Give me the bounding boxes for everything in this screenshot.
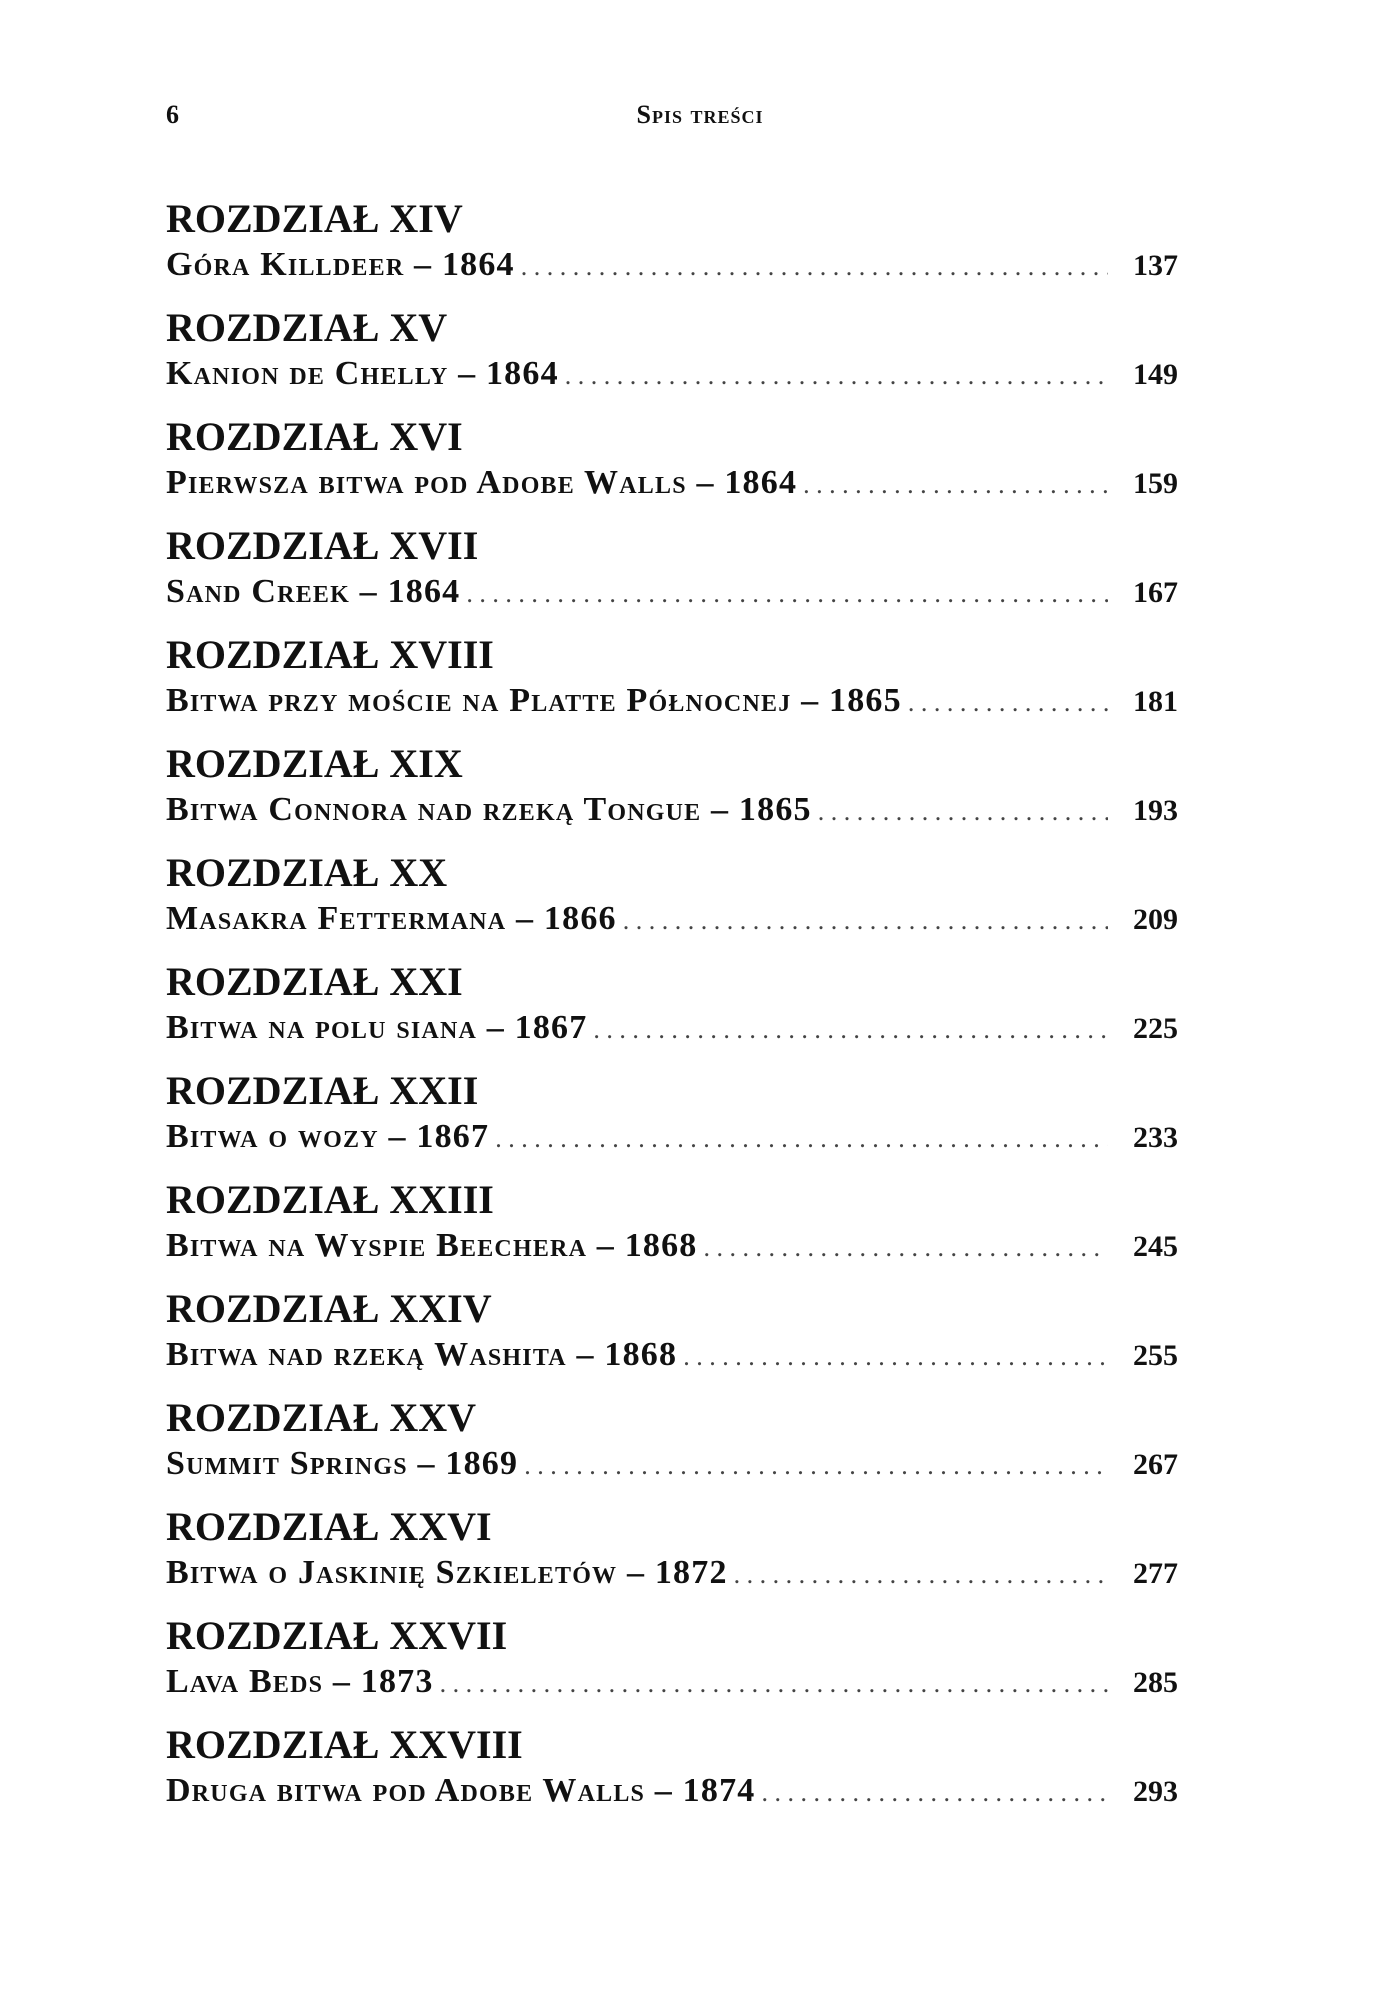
page-reference: 193 <box>1133 794 1178 827</box>
chapter-label: ROZDZIAŁ XXIV <box>166 1286 492 1331</box>
chapter-line <box>166 679 1178 723</box>
dot-leader <box>466 572 1108 616</box>
dot-leader <box>565 354 1108 398</box>
chapter-line <box>166 1442 1178 1486</box>
chapter-title: Bitwa nad rzeką Washita – 1868 <box>166 1336 678 1373</box>
page-reference: 293 <box>1133 1775 1178 1808</box>
chapter-label: ROZDZIAŁ XX <box>166 850 448 895</box>
toc-entry <box>166 304 1178 413</box>
chapter-label: ROZDZIAŁ XXII <box>166 1068 479 1113</box>
chapter-title: Góra Killdeer – 1864 <box>166 246 515 283</box>
chapter-label: ROZDZIAŁ XXVII <box>166 1613 508 1658</box>
chapter-title: Sand Creek – 1864 <box>166 573 461 610</box>
page-header <box>0 100 1400 140</box>
page-number: 6 <box>166 100 179 129</box>
chapter-label: ROZDZIAŁ XXIII <box>166 1177 494 1222</box>
chapter-line <box>166 1115 1178 1159</box>
dot-leader <box>683 1335 1108 1379</box>
chapter-line <box>166 1551 1178 1595</box>
running-head: Spis treści <box>636 100 764 129</box>
chapter-line <box>166 788 1178 832</box>
chapter-line <box>166 897 1178 941</box>
dot-leader <box>803 463 1108 507</box>
chapter-label: ROZDZIAŁ XVIII <box>166 632 494 677</box>
dot-leader <box>908 681 1108 725</box>
page-reference: 167 <box>1133 576 1178 609</box>
chapter-label: ROZDZIAŁ XIV <box>166 196 463 241</box>
toc-entry <box>166 1285 1178 1394</box>
page-reference: 159 <box>1133 467 1178 500</box>
page-reference: 233 <box>1133 1121 1178 1154</box>
chapter-title: Bitwa przy moście na Platte Północnej – 1865 <box>166 682 902 719</box>
toc-entry <box>166 1067 1178 1176</box>
chapter-title: Bitwa o wozy – 1867 <box>166 1118 490 1155</box>
chapter-label: ROZDZIAŁ XXI <box>166 959 463 1004</box>
chapter-title: Druga bitwa pod Adobe Walls – 1874 <box>166 1772 756 1809</box>
page-reference: 255 <box>1133 1339 1178 1372</box>
dot-leader <box>623 899 1108 943</box>
dot-leader <box>818 790 1108 834</box>
page-reference: 245 <box>1133 1230 1178 1263</box>
toc-entry <box>166 740 1178 849</box>
toc-entry <box>166 958 1178 1067</box>
table-of-contents <box>166 195 1178 1830</box>
chapter-title: Lava Beds – 1873 <box>166 1663 434 1700</box>
chapter-line <box>166 1769 1178 1813</box>
chapter-title: Pierwsza bitwa pod Adobe Walls – 1864 <box>166 464 798 501</box>
chapter-line <box>166 243 1178 287</box>
chapter-title: Summit Springs – 1869 <box>166 1445 519 1482</box>
page-reference: 285 <box>1133 1666 1178 1699</box>
chapter-label: ROZDZIAŁ XIX <box>166 741 463 786</box>
chapter-title: Bitwa Connora nad rzeką Tongue – 1865 <box>166 791 812 828</box>
page-reference: 267 <box>1133 1448 1178 1481</box>
toc-entry <box>166 1503 1178 1612</box>
page-reference: 149 <box>1133 358 1178 391</box>
toc-entry <box>166 1176 1178 1285</box>
chapter-line <box>166 1660 1178 1704</box>
chapter-title: Bitwa na Wyspie Beechera – 1868 <box>166 1227 698 1264</box>
dot-leader <box>704 1226 1109 1270</box>
chapter-title: Bitwa na polu siana – 1867 <box>166 1009 588 1046</box>
chapter-label: ROZDZIAŁ XVII <box>166 523 479 568</box>
toc-entry <box>166 522 1178 631</box>
dot-leader <box>734 1553 1108 1597</box>
page-reference: 209 <box>1133 903 1178 936</box>
page-reference: 277 <box>1133 1557 1178 1590</box>
dot-leader <box>440 1662 1108 1706</box>
chapter-title: Masakra Fettermana – 1866 <box>166 900 617 937</box>
chapter-line <box>166 1224 1178 1268</box>
chapter-line <box>166 1333 1178 1377</box>
dot-leader <box>524 1444 1108 1488</box>
chapter-line <box>166 570 1178 614</box>
dot-leader <box>761 1771 1108 1815</box>
chapter-label: ROZDZIAŁ XXVI <box>166 1504 492 1549</box>
toc-entry <box>166 849 1178 958</box>
chapter-line <box>166 352 1178 396</box>
chapter-line <box>166 1006 1178 1050</box>
chapter-line <box>166 461 1178 505</box>
dot-leader <box>521 245 1108 289</box>
page-reference: 225 <box>1133 1012 1178 1045</box>
toc-entry <box>166 195 1178 304</box>
dot-leader <box>495 1117 1108 1161</box>
chapter-label: ROZDZIAŁ XVI <box>166 414 463 459</box>
chapter-title: Kanion de Chelly – 1864 <box>166 355 559 392</box>
toc-entry <box>166 413 1178 522</box>
toc-entry <box>166 1721 1178 1830</box>
dot-leader <box>593 1008 1108 1052</box>
chapter-label: ROZDZIAŁ XXVIII <box>166 1722 523 1767</box>
toc-entry <box>166 1394 1178 1503</box>
page-reference: 137 <box>1133 249 1178 282</box>
toc-entry <box>166 1612 1178 1721</box>
toc-entry <box>166 631 1178 740</box>
page-reference: 181 <box>1133 685 1178 718</box>
chapter-label: ROZDZIAŁ XXV <box>166 1395 477 1440</box>
chapter-label: ROZDZIAŁ XV <box>166 305 448 350</box>
chapter-title: Bitwa o Jaskinię Szkieletów – 1872 <box>166 1554 728 1591</box>
